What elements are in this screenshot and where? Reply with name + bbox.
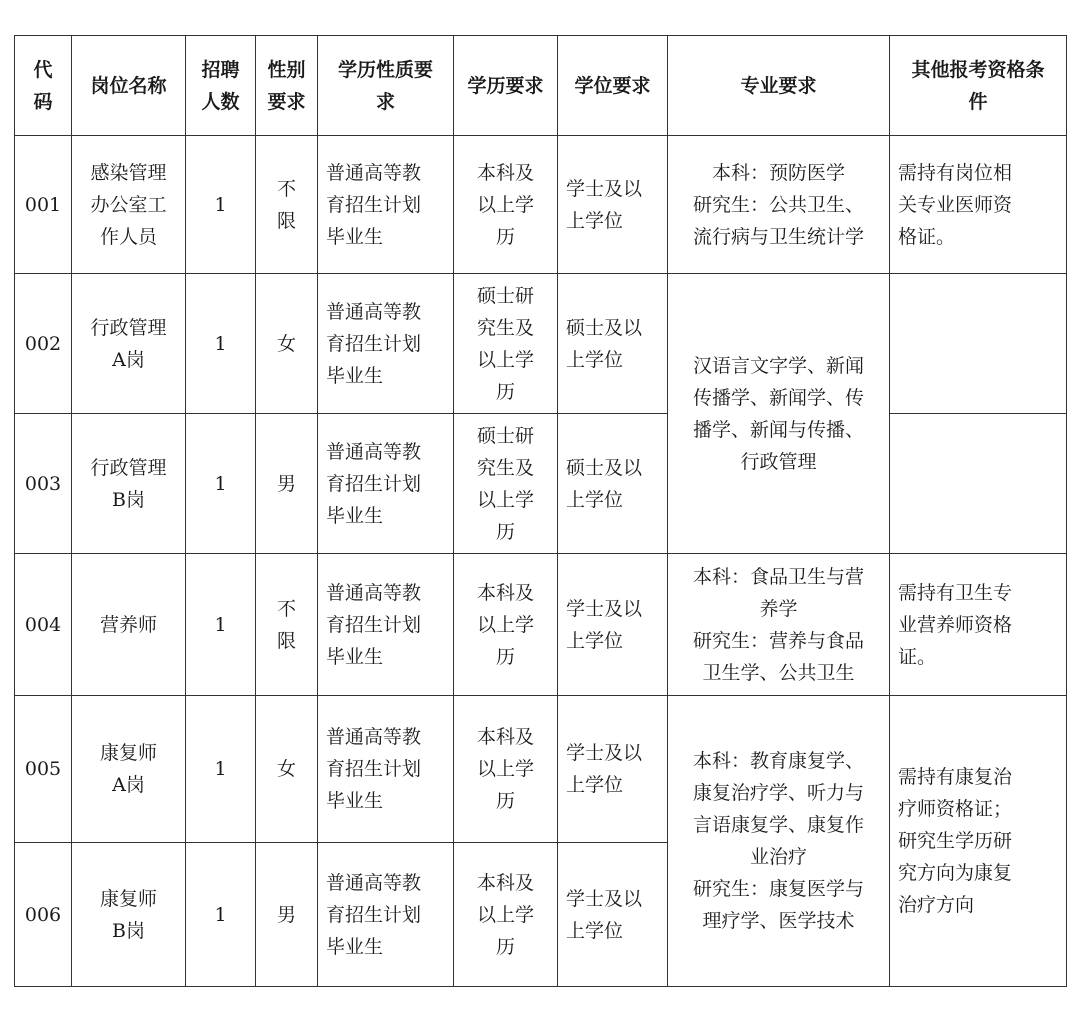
cell-degree: 学士及以 上学位 [558, 554, 668, 696]
header-edu-type: 学历性质要 求 [318, 36, 454, 136]
cell-gender: 不 限 [256, 554, 318, 696]
cell-edu: 本科及 以上学 历 [454, 843, 558, 987]
cell-name: 行政管理 A岗 [72, 274, 186, 414]
header-major: 专业要求 [668, 36, 890, 136]
cell-major: 本科：教育康复学、 康复治疗学、听力与 言语康复学、康复作 业治疗 研究生：康复医学与 理疗学、医学技术 [668, 696, 890, 987]
cell-edu: 本科及 以上学 历 [454, 554, 558, 696]
cell-other: 需持有康复治 疗师资格证； 研究生学历研 究方向为康复 治疗方向 [890, 696, 1067, 987]
cell-edu-type: 普通高等教 育招生计划 毕业生 [318, 274, 454, 414]
cell-count: 1 [186, 554, 256, 696]
cell-gender: 女 [256, 274, 318, 414]
cell-code: 004 [15, 554, 72, 696]
table-row [15, 414, 1067, 554]
cell-major: 本科：食品卫生与营 养学 研究生：营养与食品 卫生学、公共卫生 [668, 554, 890, 696]
cell-code: 001 [15, 136, 72, 274]
cell-code: 005 [15, 696, 72, 843]
header-gender: 性别 要求 [256, 36, 318, 136]
cell-degree: 学士及以 上学位 [558, 696, 668, 843]
table-row [15, 136, 1067, 274]
cell-degree: 学士及以 上学位 [558, 843, 668, 987]
cell-code: 006 [15, 843, 72, 987]
cell-other [890, 414, 1067, 554]
cell-edu-type: 普通高等教 育招生计划 毕业生 [318, 554, 454, 696]
cell-gender: 男 [256, 414, 318, 554]
cell-name: 康复师 A岗 [72, 696, 186, 843]
cell-edu: 本科及 以上学 历 [454, 696, 558, 843]
cell-gender: 男 [256, 843, 318, 987]
cell-edu: 硕士研 究生及 以上学 历 [454, 274, 558, 414]
header-row [15, 36, 1067, 136]
table-row [15, 274, 1067, 414]
cell-code: 003 [15, 414, 72, 554]
header-edu: 学历要求 [454, 36, 558, 136]
table-row [15, 696, 1067, 843]
cell-major: 本科：预防医学 研究生：公共卫生、 流行病与卫生统计学 [668, 136, 890, 274]
cell-degree: 硕士及以 上学位 [558, 274, 668, 414]
header-other: 其他报考资格条 件 [890, 36, 1067, 136]
cell-name: 行政管理 B岗 [72, 414, 186, 554]
cell-gender: 女 [256, 696, 318, 843]
cell-gender: 不 限 [256, 136, 318, 274]
cell-other: 需持有卫生专 业营养师资格 证。 [890, 554, 1067, 696]
table-row [15, 554, 1067, 696]
cell-other [890, 274, 1067, 414]
cell-edu-type: 普通高等教 育招生计划 毕业生 [318, 414, 454, 554]
cell-count: 1 [186, 696, 256, 843]
header-code: 代 码 [15, 36, 72, 136]
cell-edu-type: 普通高等教 育招生计划 毕业生 [318, 843, 454, 987]
cell-degree: 硕士及以 上学位 [558, 414, 668, 554]
cell-other: 需持有岗位相 关专业医师资 格证。 [890, 136, 1067, 274]
cell-code: 002 [15, 274, 72, 414]
cell-count: 1 [186, 136, 256, 274]
cell-edu-type: 普通高等教 育招生计划 毕业生 [318, 696, 454, 843]
cell-edu: 本科及 以上学 历 [454, 136, 558, 274]
cell-count: 1 [186, 414, 256, 554]
header-degree: 学位要求 [558, 36, 668, 136]
cell-edu: 硕士研 究生及 以上学 历 [454, 414, 558, 554]
cell-name: 营养师 [72, 554, 186, 696]
cell-count: 1 [186, 274, 256, 414]
cell-edu-type: 普通高等教 育招生计划 毕业生 [318, 136, 454, 274]
cell-name: 康复师 B岗 [72, 843, 186, 987]
cell-name: 感染管理 办公室工 作人员 [72, 136, 186, 274]
cell-major: 汉语言文字学、新闻 传播学、新闻学、传 播学、新闻与传播、 行政管理 [668, 274, 890, 554]
cell-count: 1 [186, 843, 256, 987]
header-name: 岗位名称 [72, 36, 186, 136]
recruitment-table [14, 35, 1067, 987]
cell-degree: 学士及以 上学位 [558, 136, 668, 274]
header-count: 招聘 人数 [186, 36, 256, 136]
